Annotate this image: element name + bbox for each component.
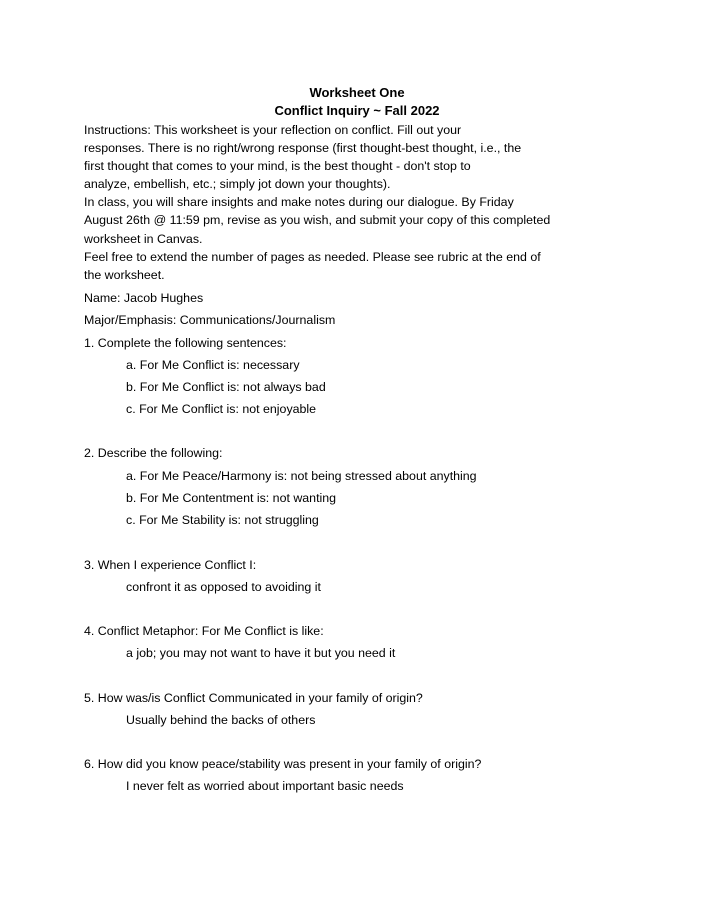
question-6-prompt: 6. How did you know peace/stability was present in your family of origin? [84,757,482,771]
question-2-answer-a[interactable]: a. For Me Peace/Harmony is: not being stressed about anything [126,469,477,483]
question-4-prompt: 4. Conflict Metaphor: For Me Conflict is like: [84,624,324,638]
question-1-answer-a[interactable]: a. For Me Conflict is: necessary [126,358,300,372]
question-1-answer-c[interactable]: c. For Me Conflict is: not enjoyable [126,402,317,416]
question-5-prompt: 5. How was/is Conflict Communicated in your family of origin? [84,691,423,705]
question-1-prompt: 1. Complete the following sentences: [84,336,287,350]
question-6-answer[interactable]: I never felt as worried about important basic needs [126,779,404,793]
instructions-line: In class, you will share insights and make notes during our dialogue. By Friday [84,195,514,210]
major-field[interactable]: Major/Emphasis: Communications/Journalism [84,313,336,327]
name-field[interactable]: Name: Jacob Hughes [84,291,204,305]
page-title: Worksheet One [309,85,405,100]
instructions-line: August 26th @ 11:59 pm, revise as you wish, and submit your copy of this completed [84,213,551,228]
question-2-prompt: 2. Describe the following: [84,446,223,460]
question-3-answer[interactable]: confront it as opposed to avoiding it [126,580,321,594]
question-1-answer-b[interactable]: b. For Me Conflict is: not always bad [126,380,326,394]
question-4-answer[interactable]: a job; you may not want to have it but you need it [126,646,396,660]
page-subtitle: Conflict Inquiry ~ Fall 2022 [274,103,440,118]
instructions-line: analyze, embellish, etc.; simply jot down your thoughts). [84,177,391,192]
instructions-line: first thought that comes to your mind, is the best thought - don't stop to [84,159,471,174]
instructions-line: Instructions: This worksheet is your reflection on conflict. Fill out your [84,123,462,137]
instructions-line: Feel free to extend the number of pages as needed. Please see rubric at the end of [84,249,541,264]
question-2-answer-c[interactable]: c. For Me Stability is: not struggling [126,513,319,527]
question-5-answer[interactable]: Usually behind the backs of others [126,713,316,727]
instructions-paragraph [84,121,604,284]
question-3-prompt: 3. When I experience Conflict I: [84,558,257,572]
question-2-answer-b[interactable]: b. For Me Contentment is: not wanting [126,491,337,505]
instructions-line: worksheet in Canvas. [84,231,203,246]
instructions-line: the worksheet. [84,267,165,282]
instructions-line: responses. There is no right/wrong response (first thought-best thought, i.e., the [84,141,522,156]
